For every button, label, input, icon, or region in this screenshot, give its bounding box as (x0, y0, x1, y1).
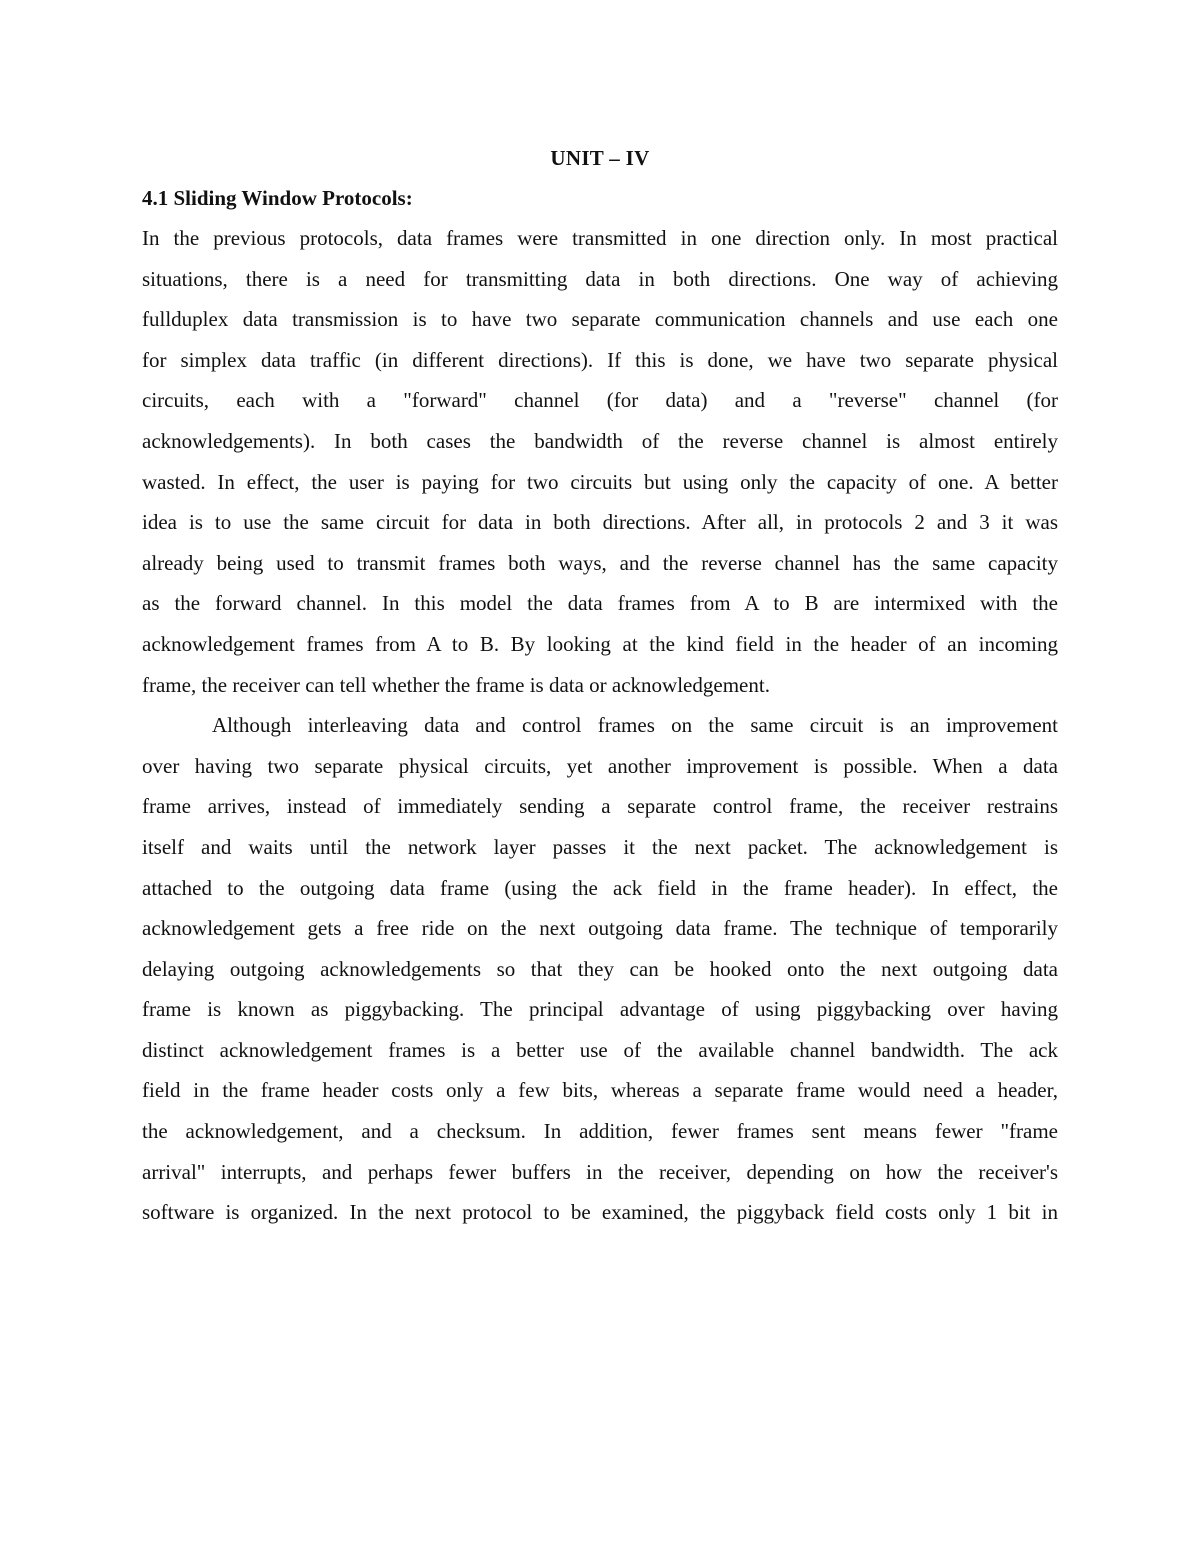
paragraph-line: situations, there is a need for transmitting data in both directions. One way of achieving (142, 266, 1058, 291)
paragraph-line: frame arrives, instead of immediately sending a separate control frame, the receiver restrains (142, 794, 1058, 819)
paragraph-line: field in the frame header costs only a few bits, whereas a separate frame would need a header, (142, 1078, 1058, 1103)
paragraph-line: acknowledgement frames from A to B. By looking at the kind field in the header of an incoming (142, 631, 1058, 656)
paragraph-line: Although interleaving data and control frames on the same circuit is an improvement (212, 713, 1058, 738)
paragraph-line: the acknowledgement, and a checksum. In addition, fewer frames sent means fewer "frame (142, 1119, 1058, 1144)
paragraph-line: already being used to transmit frames both ways, and the reverse channel has the same capacity (142, 550, 1058, 575)
paragraph-line: itself and waits until the network layer passes it the next packet. The acknowledgement is (142, 834, 1058, 859)
paragraph-line: delaying outgoing acknowledgements so that they can be hooked onto the next outgoing data (142, 956, 1058, 981)
paragraph-line: wasted. In effect, the user is paying for two circuits but using only the capacity of one. A better (142, 469, 1058, 494)
paragraph-line: software is organized. In the next protocol to be examined, the piggyback field costs only 1 bit in (142, 1200, 1058, 1225)
paragraph-line: acknowledgements). In both cases the bandwidth of the reverse channel is almost entirely (142, 428, 1058, 453)
paragraph-line: distinct acknowledgement frames is a better use of the available channel bandwidth. The ack (142, 1037, 1058, 1062)
paragraph-line: fullduplex data transmission is to have two separate communication channels and use each one (142, 307, 1058, 332)
paragraph-line: over having two separate physical circuits, yet another improvement is possible. When a data (142, 753, 1058, 778)
paragraph-2 (142, 705, 1058, 1233)
paragraph-line: circuits, each with a "forward" channel (for data) and a "reverse" channel (for (142, 388, 1058, 413)
paragraph-line: frame, the receiver can tell whether the frame is data or acknowledgement. (142, 672, 770, 697)
paragraph-line: as the forward channel. In this model the data frames from A to B are intermixed with the (142, 591, 1058, 616)
paragraph-1 (142, 218, 1058, 705)
section-heading: 4.1 Sliding Window Protocols: (142, 186, 413, 210)
page-content (142, 140, 1058, 1233)
paragraph-line: In the previous protocols, data frames were transmitted in one direction only. In most practical (142, 226, 1058, 250)
paragraph-line: attached to the outgoing data frame (using the ack field in the frame header). In effect, the (142, 875, 1058, 900)
paragraph-line: for simplex data traffic (in different directions). If this is done, we have two separate physical (142, 347, 1058, 372)
unit-title: UNIT – IV (550, 146, 650, 170)
paragraph-line: frame is known as piggybacking. The principal advantage of using piggybacking over having (142, 997, 1058, 1022)
paragraph-line: acknowledgement gets a free ride on the next outgoing data frame. The technique of temporarily (142, 916, 1058, 941)
paragraph-line: idea is to use the same circuit for data in both directions. After all, in protocols 2 and 3 it was (142, 510, 1058, 535)
paragraph-line: arrival" interrupts, and perhaps fewer buffers in the receiver, depending on how the receiver's (142, 1159, 1058, 1184)
